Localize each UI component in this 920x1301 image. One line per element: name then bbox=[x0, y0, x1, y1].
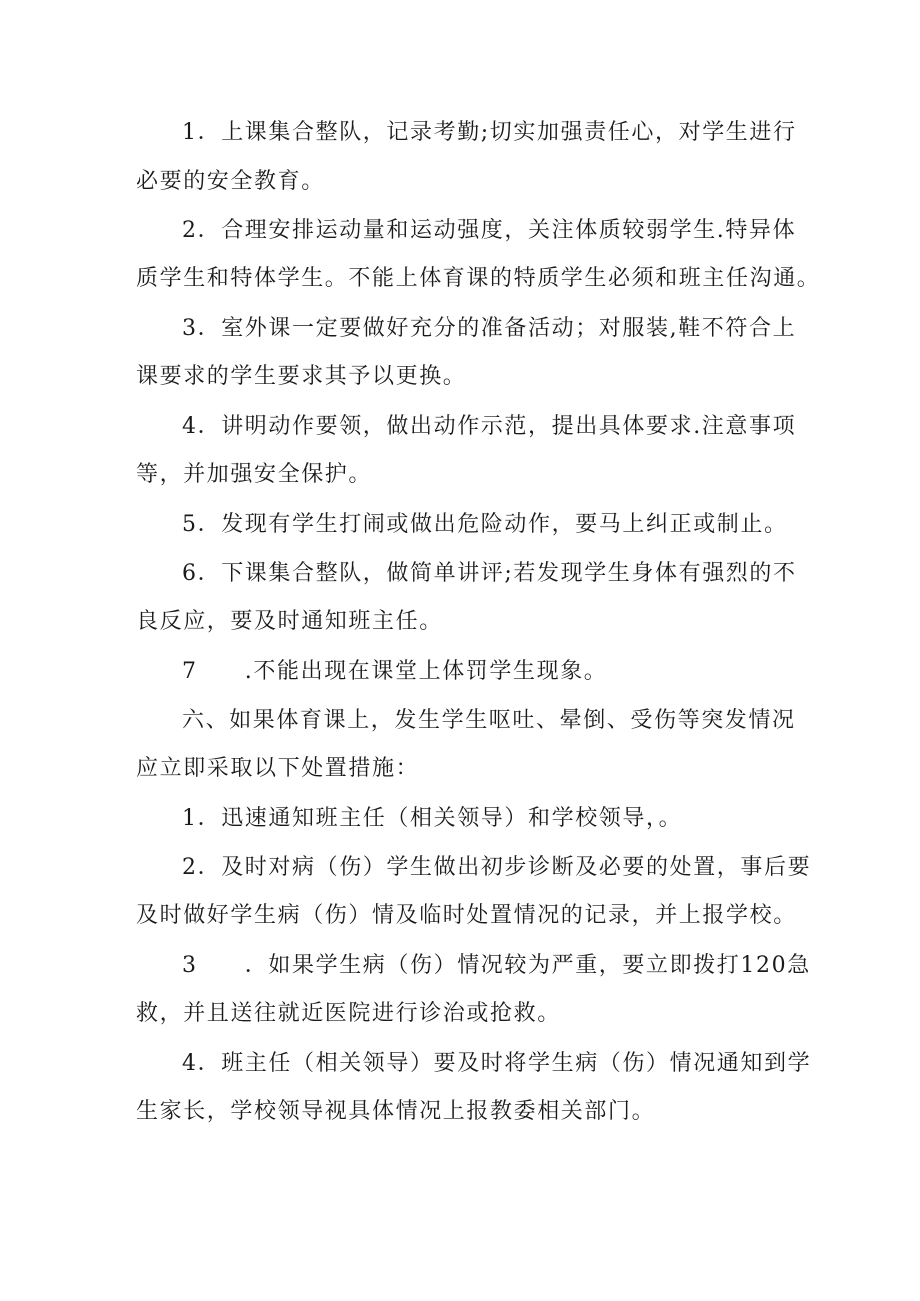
text-line: 应立即采取以下处置措施： bbox=[136, 756, 420, 781]
text-line: 课要求的学生要求其予以更换。 bbox=[136, 364, 467, 389]
text-line: 5．发现有学生打闹或做出危险动作，要马上纠正或制止。 bbox=[182, 512, 788, 537]
text-line: 2．及时对病（伤）学生做出初步诊断及必要的处置，事后要 bbox=[182, 855, 812, 880]
text-line: 6．下课集合整队，做简单讲评;若发现学生身体有强烈的不 bbox=[182, 561, 797, 586]
text-line: 2．合理安排运动量和运动强度，关注体质较弱学生.特异体 bbox=[182, 218, 797, 243]
text-line: 4．讲明动作要领，做出动作示范，提出具体要求.注意事项 bbox=[182, 414, 797, 439]
text-line: 必要的安全教育。 bbox=[136, 169, 325, 194]
text-line: 等，并加强安全保护。 bbox=[136, 462, 373, 487]
text-line: 3．室外课一定要做好充分的准备活动；对服装,鞋不符合上 bbox=[182, 316, 797, 341]
text-line: 六、如果体育课上，发生学生呕吐、晕倒、受伤等突发情况 bbox=[182, 708, 796, 733]
text-line: 4．班主任（相关领导）要及时将学生病（伤）情况通知到学 bbox=[182, 1051, 812, 1076]
text-line: 质学生和特体学生。不能上体育课的特质学生必须和班主任沟通。 bbox=[136, 266, 821, 291]
text-line: 良反应，要及时通知班主任。 bbox=[136, 609, 443, 634]
text-line: 7 .不能出现在课堂上体罚学生现象。 bbox=[182, 659, 608, 684]
text-line: 3 ．如果学生病（伤）情况较为严重，要立即拨打120急 bbox=[182, 953, 811, 978]
text-line: 救，并且送往就近医院进行诊治或抢救。 bbox=[136, 1001, 561, 1026]
text-line: 1．上课集合整队，记录考勤;切实加强责任心，对学生进行 bbox=[182, 120, 797, 145]
text-line: 及时做好学生病（伤）情及临时处置情况的记录，并上报学校。 bbox=[136, 903, 797, 928]
text-line: 生家长，学校领导视具体情况上报教委相关部门。 bbox=[136, 1099, 656, 1124]
text-line: 1．迅速通知班主任（相关领导）和学校领导，。 bbox=[182, 806, 683, 831]
